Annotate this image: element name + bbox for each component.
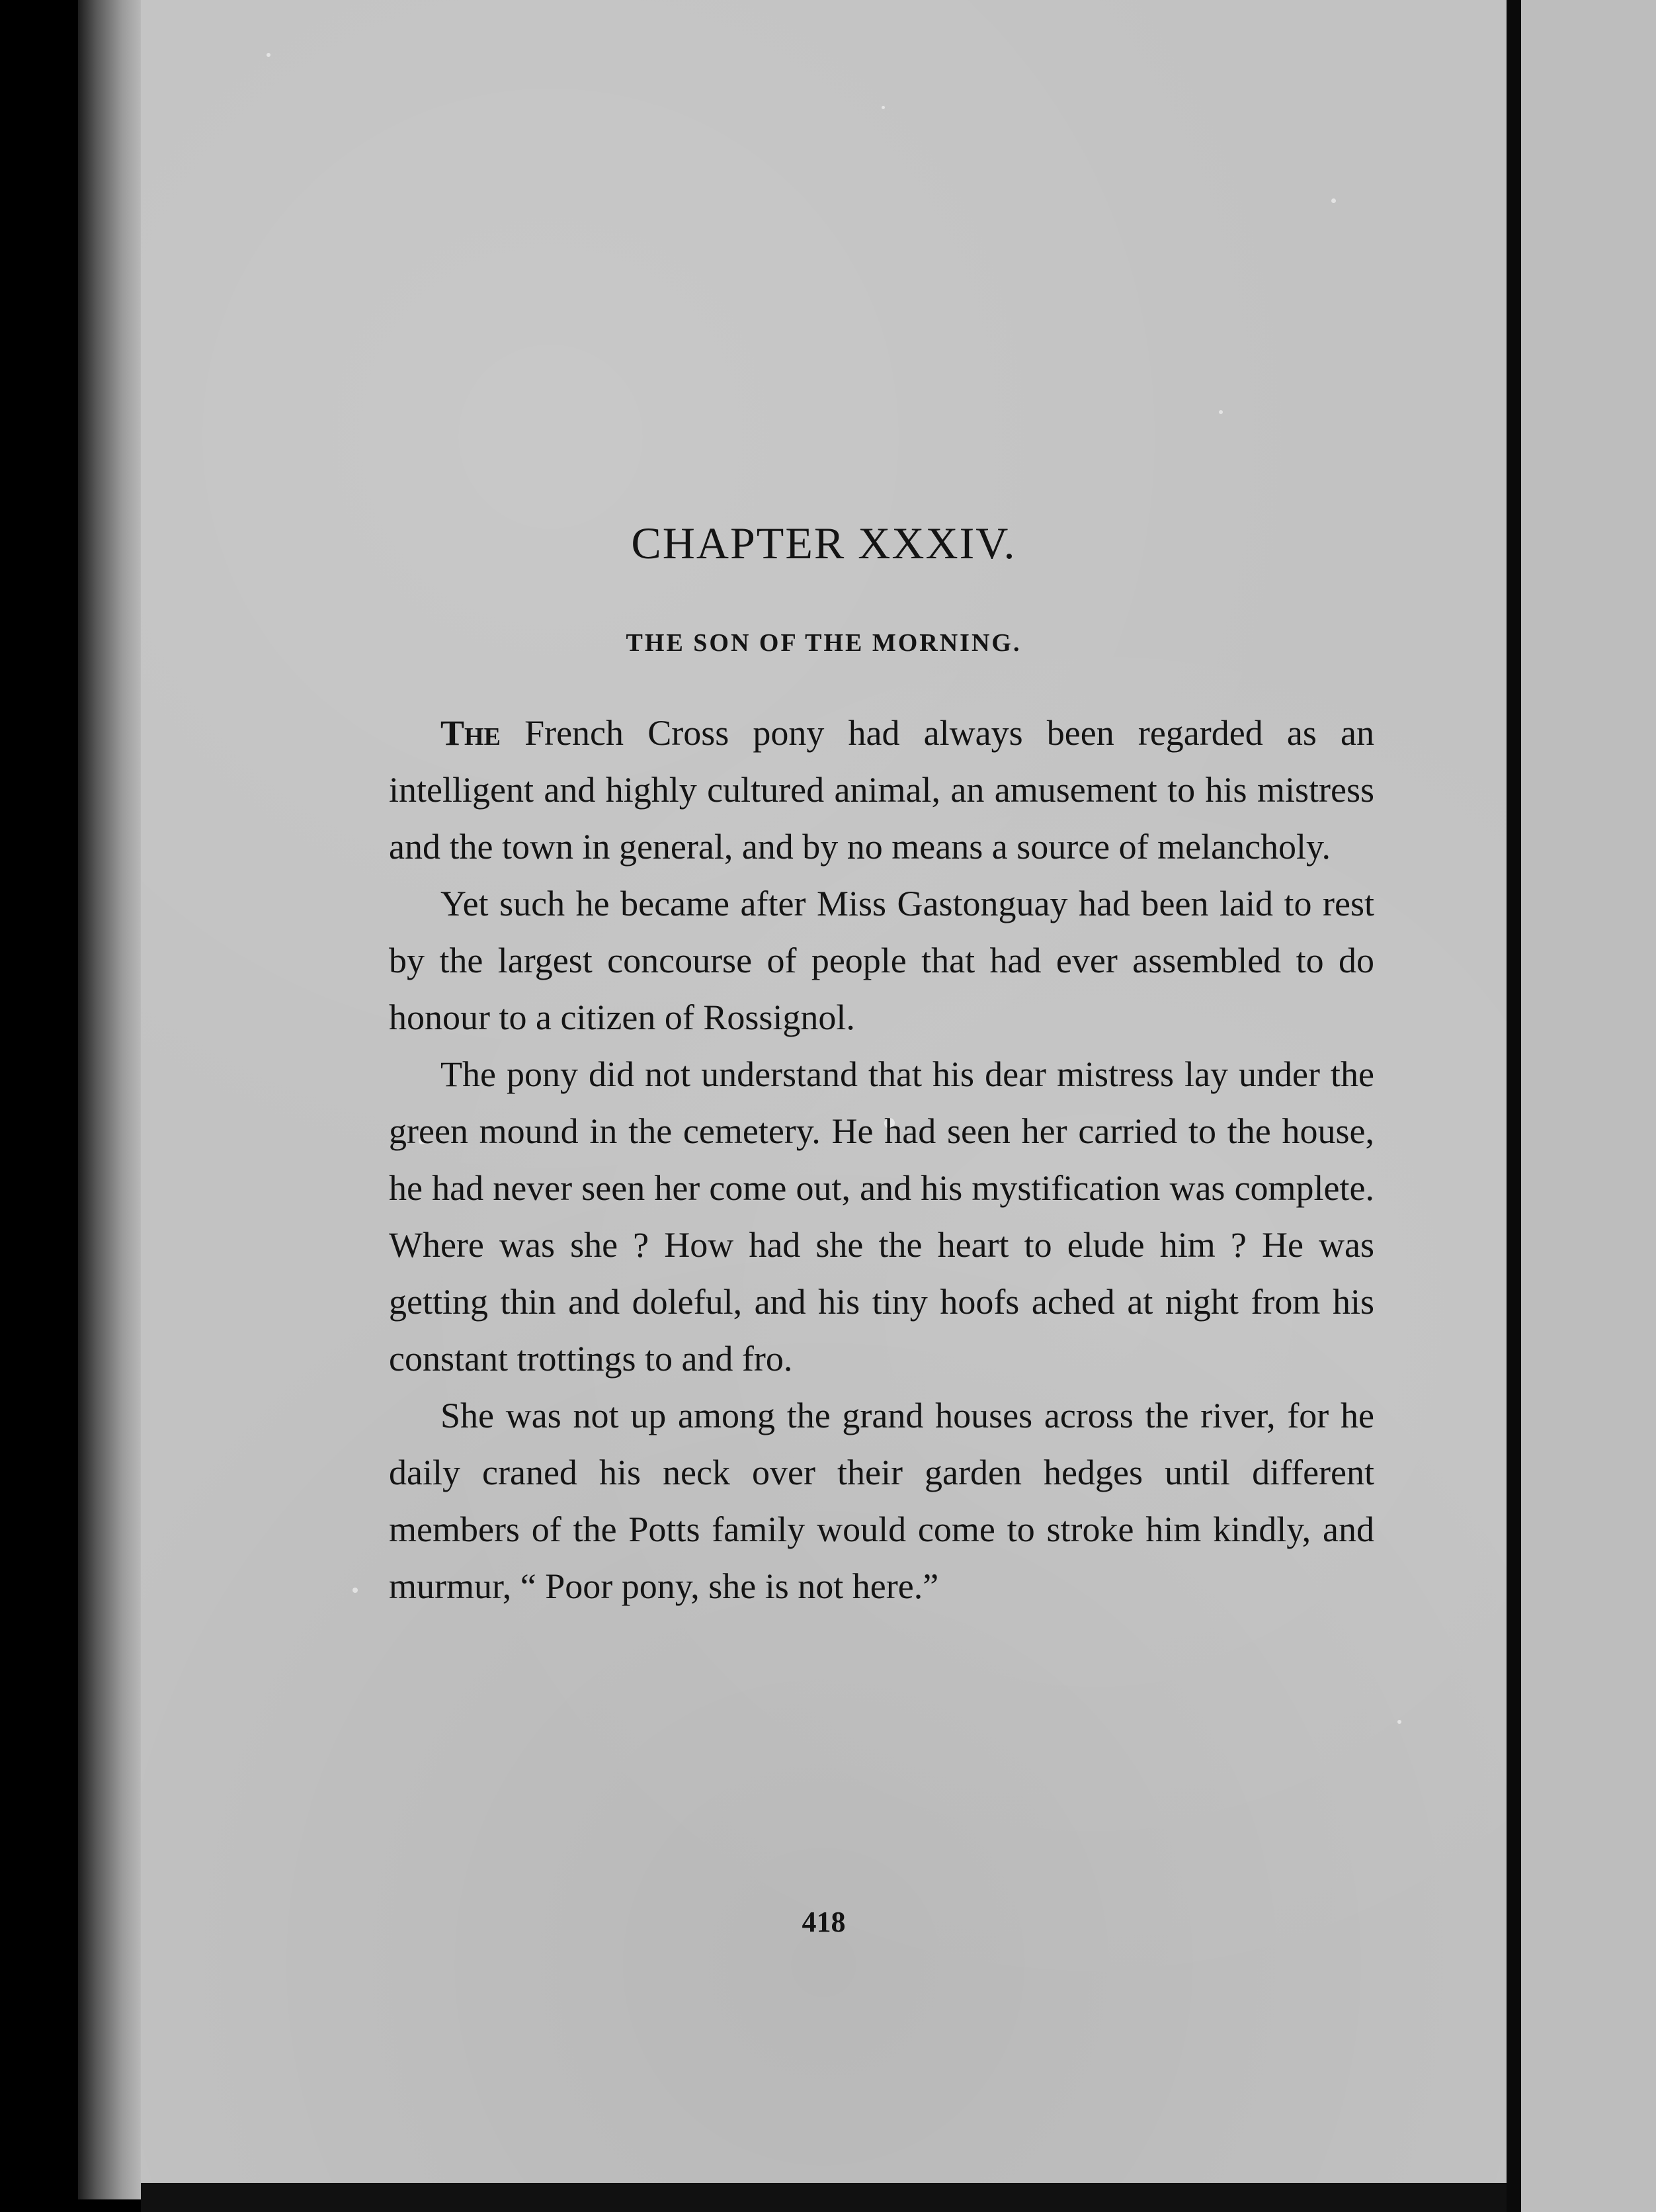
paper-speck bbox=[882, 106, 885, 109]
paragraph-text: Yet such he became after Miss Gastonguay had been laid to rest by the largest concourse of people that had ever assembled to do honour to a citizen of Rossignol. bbox=[389, 884, 1374, 1037]
paper-speck bbox=[267, 53, 270, 57]
chapter-subtitle: THE SON OF THE MORNING. bbox=[626, 629, 1022, 657]
paragraph-4 bbox=[389, 1387, 1374, 1615]
paragraph-2 bbox=[389, 875, 1374, 1046]
chapter-title: CHAPTER XXXIV. bbox=[631, 518, 1016, 568]
paragraph-text: The pony did not understand that his dear mistress lay under the green mound in the cemetery. He had seen her carried to the house, he had never seen her come out, and his mystification was complete. Where was she ? How had she the heart to elude him ? He was getting thin and doleful, and his tiny hoofs ached at night from his constant trottings to and fro. bbox=[389, 1054, 1374, 1379]
paragraph-lead-word: The bbox=[440, 713, 501, 753]
adjacent-page-edge bbox=[1521, 0, 1656, 2212]
bottom-shadow bbox=[141, 2183, 1507, 2212]
paper-speck bbox=[1397, 1720, 1401, 1724]
chapter-body bbox=[389, 704, 1374, 1615]
gutter-shadow bbox=[1507, 0, 1521, 2212]
paper-speck bbox=[1331, 198, 1336, 203]
paragraph-1 bbox=[389, 704, 1374, 875]
paragraph-text: She was not up among the grand houses across the river, for he daily craned his neck over their garden hedges until different members of the Potts family would come to stroke him kindly, and murmur, “ Poor pony, she is not here.” bbox=[389, 1396, 1374, 1606]
paper-speck bbox=[352, 1588, 358, 1593]
page-edge-left bbox=[78, 0, 141, 2199]
paragraph-3 bbox=[389, 1046, 1374, 1387]
paper-speck bbox=[1219, 410, 1223, 414]
page-number: 418 bbox=[802, 1906, 846, 1938]
paragraph-text: French Cross pony had always been regarded as an intelligent and highly cultured animal, an amusement to his mistress and the town in general, and by no means a source of melancholy. bbox=[389, 713, 1374, 867]
